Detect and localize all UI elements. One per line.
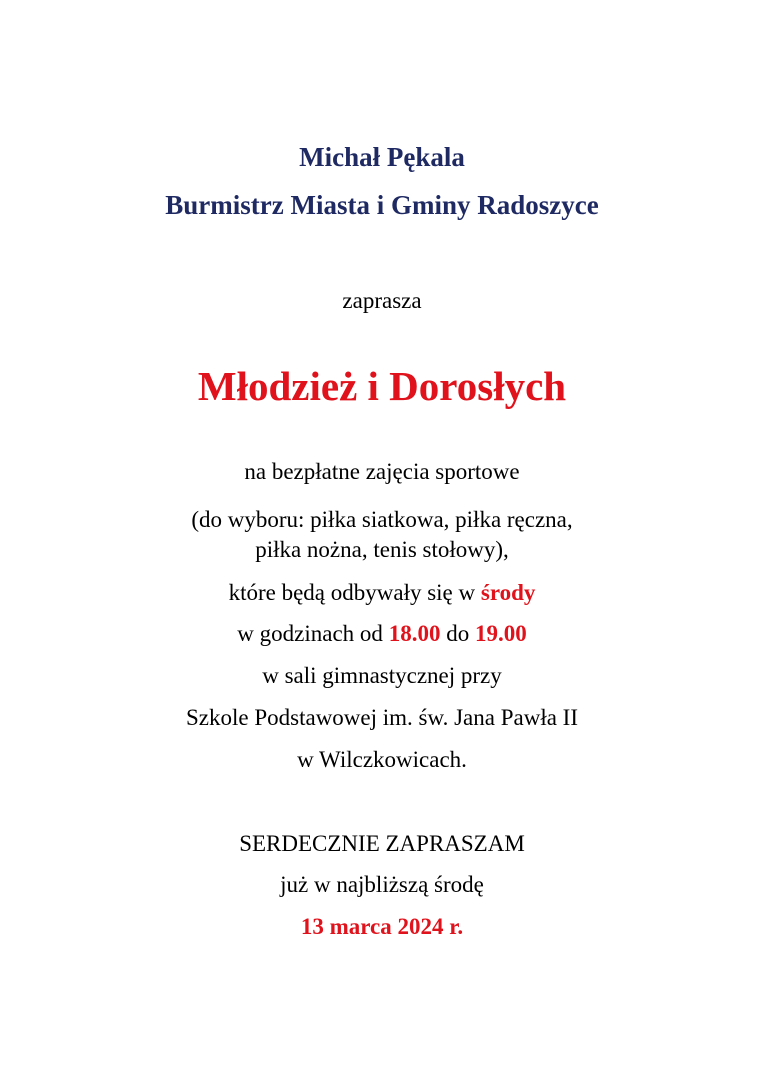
hours-prefix: w godzinach od	[237, 621, 383, 646]
details-line-7: Szkole Podstawowej im. św. Jana Pawła II	[186, 705, 578, 730]
details-line-1: na bezpłatne zajęcia sportowe	[244, 459, 520, 484]
mayor-name: Michał Pękala	[299, 142, 465, 172]
headline-audience: Młodzież i Dorosłych	[197, 363, 567, 409]
event-date: 13 marca 2024 r.	[300, 914, 464, 939]
time-start: 18.00	[388, 621, 441, 646]
invite-verb: zaprasza	[342, 288, 422, 313]
mayor-position: Burmistrz Miasta i Gminy Radoszyce	[165, 190, 599, 220]
time-end: 19.00	[474, 621, 527, 646]
details-line-4	[0, 580, 764, 606]
weekday-highlight: środy	[480, 580, 536, 605]
details-line-6: w sali gimnastycznej przy	[262, 663, 502, 688]
closing-line-1: SERDECZNIE ZAPRASZAM	[239, 831, 525, 856]
details-line-5	[0, 621, 764, 647]
details-line-4-text: które będą odbywały się w	[228, 580, 476, 605]
hours-connector: do	[446, 621, 470, 646]
details-line-2: (do wyboru: piłka siatkowa, piłka ręczna,	[191, 507, 573, 532]
details-line-8: w Wilczkowicach.	[297, 747, 467, 772]
closing-line-2: już w najbliższą środę	[280, 872, 484, 897]
details-line-3: piłka nożna, tenis stołowy),	[255, 537, 509, 562]
